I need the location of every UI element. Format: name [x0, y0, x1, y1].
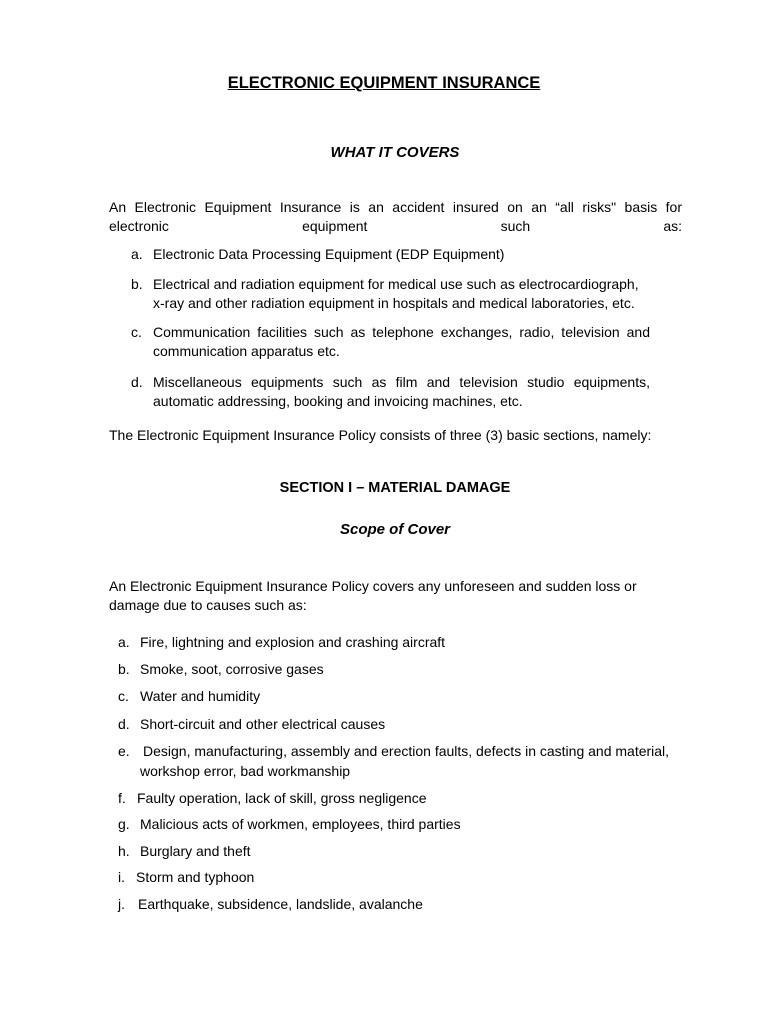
list-item	[118, 815, 678, 835]
list-item-text-line2: automatic addressing, booking and invoicing machines, etc.	[153, 393, 523, 409]
list-marker: c.	[131, 324, 142, 340]
list-item-text: Water and humidity	[140, 688, 261, 704]
document-title: ELECTRONIC EQUIPMENT INSURANCE	[227, 74, 541, 92]
list-marker: d.	[118, 716, 130, 732]
list-item-text-line1: Electrical and radiation equipment for medical use such as electrocardiograph,	[153, 276, 639, 292]
list-marker: a.	[131, 246, 143, 262]
list-marker: a.	[118, 634, 130, 650]
scope-heading: Scope of Cover	[339, 521, 451, 538]
list-marker: g.	[118, 816, 130, 832]
document-subtitle: WHAT IT COVERS	[330, 144, 460, 161]
list-item	[118, 742, 678, 782]
list-item	[118, 687, 678, 707]
intro-paragraph: An Electronic Equipment Insurance is an accident insured on an “all risks" basis for electronic equipment such as:	[109, 199, 682, 234]
sections-sentence: The Electronic Equipment Insurance Policy consists of three (3) basic sections, namely:	[109, 427, 652, 443]
list-marker: j.	[118, 896, 125, 912]
list-item-text: Earthquake, subsidence, landslide, avalanche	[138, 896, 423, 912]
list-item	[118, 660, 678, 680]
list-item	[118, 633, 678, 653]
list-item-text: Malicious acts of workmen, employees, third parties	[140, 816, 461, 832]
list-item-text: Electronic Data Processing Equipment (EDP Equipment)	[153, 246, 505, 262]
scope-intro-line2: damage due to causes such as:	[109, 597, 307, 613]
list-item	[118, 868, 678, 888]
list-marker: d.	[131, 374, 143, 390]
list-item-text-line1: Miscellaneous equipments such as film and television studio equipments,	[153, 374, 650, 390]
list-item	[131, 323, 651, 363]
list-marker: b.	[131, 276, 143, 292]
list-item-text-line2: x-ray and other radiation equipment in hospitals and medical laboratories, etc.	[153, 295, 635, 311]
list-marker: h.	[118, 843, 130, 859]
list-marker: b.	[118, 661, 130, 677]
list-marker: i.	[118, 869, 125, 885]
list-item-text: Short-circuit and other electrical causes	[140, 716, 386, 732]
list-item-text: Smoke, soot, corrosive gases	[140, 661, 324, 677]
list-marker: c.	[118, 688, 129, 704]
list-item-text: Burglary and theft	[140, 843, 251, 859]
list-item-text-line2: communication apparatus etc.	[153, 343, 340, 359]
list-item	[131, 373, 651, 413]
list-item-text: Faulty operation, lack of skill, gross negligence	[137, 790, 427, 806]
list-item	[118, 842, 678, 862]
list-marker: e.	[118, 743, 130, 759]
scope-intro-line1: An Electronic Equipment Insurance Policy covers any unforeseen and sudden loss or	[109, 578, 637, 594]
list-item	[131, 245, 651, 265]
section-heading: SECTION I – MATERIAL DAMAGE	[279, 480, 511, 496]
list-item-text-line1: Communication facilities such as telephone exchanges, radio, television and	[153, 324, 650, 340]
list-item-text: Fire, lightning and explosion and crashing aircraft	[140, 634, 446, 650]
list-marker: f.	[118, 790, 126, 806]
list-item-text: Storm and typhoon	[136, 869, 255, 885]
list-item-text-line2: workshop error, bad workmanship	[140, 763, 351, 779]
list-item	[118, 789, 678, 809]
list-item	[118, 715, 678, 735]
list-item-text-line1: Design, manufacturing, assembly and erection faults, defects in casting and material,	[143, 743, 670, 759]
list-item	[118, 895, 678, 915]
list-item	[131, 275, 651, 315]
